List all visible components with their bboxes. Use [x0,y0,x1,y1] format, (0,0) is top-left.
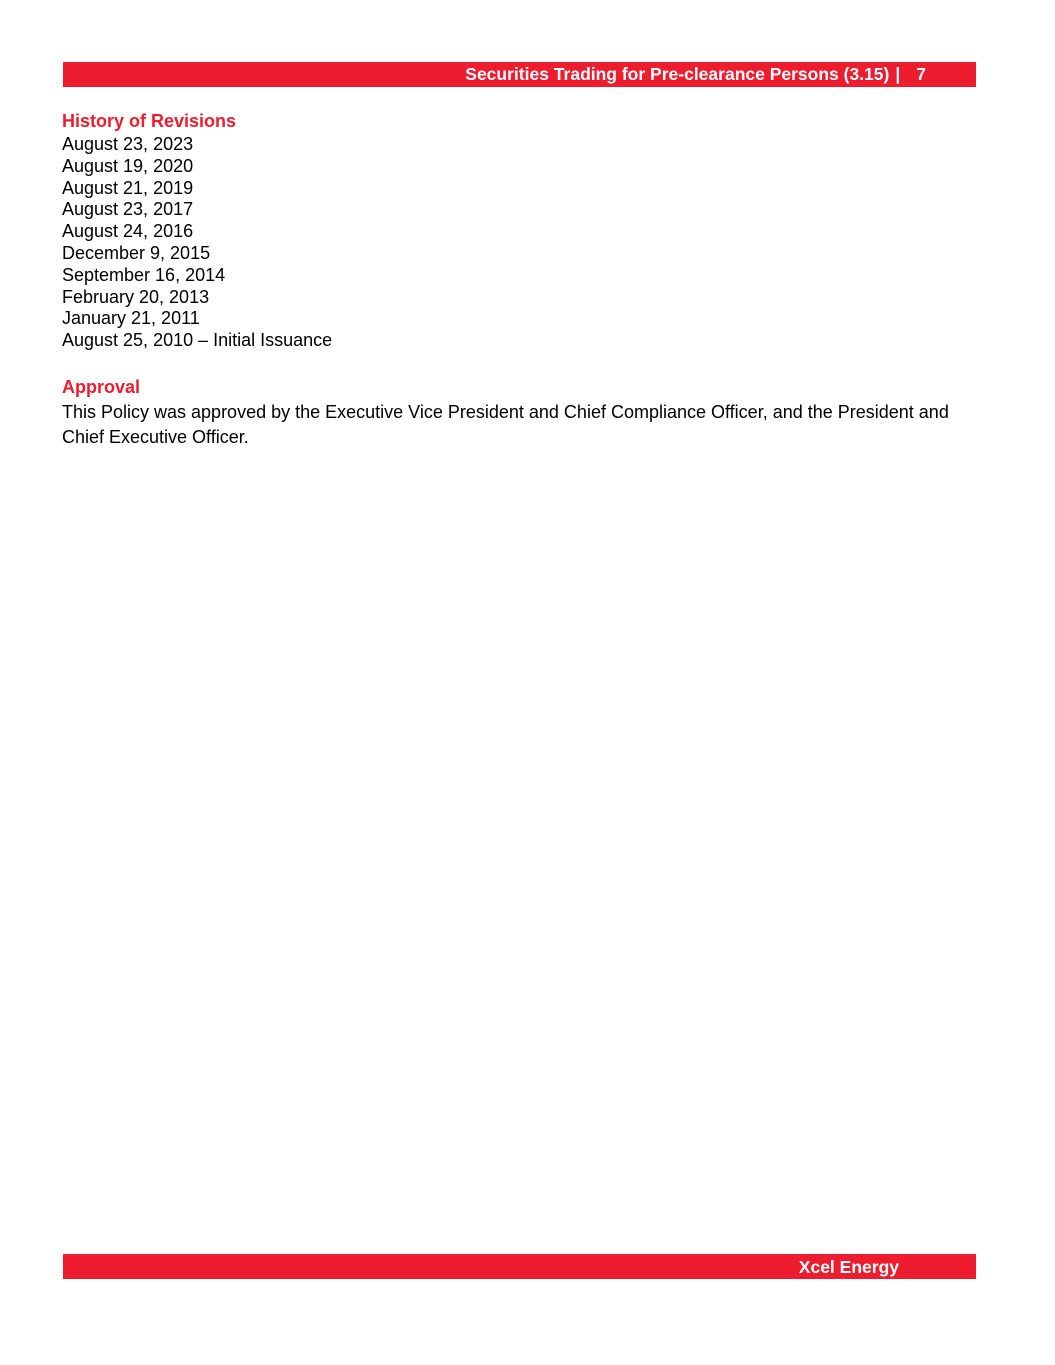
page-content [62,110,972,450]
approval-paragraph: This Policy was approved by the Executive Vice President and Chief Compliance Officer, and the President and Chief Executive Officer. [62,401,949,447]
revision-item: August 23, 2017 [62,199,194,220]
revision-item: September 16, 2014 [62,264,226,285]
revision-list [62,134,972,352]
document-title: Securities Trading for Pre-clearance Persons (3.15) [465,64,890,84]
page-header-text [465,64,926,85]
revision-item: January 21, 2011 [62,308,200,329]
revision-item: August 23, 2023 [62,134,194,154]
revision-item: August 21, 2019 [62,177,194,198]
revision-item: August 19, 2020 [62,155,194,176]
page-number: 7 [916,64,926,84]
history-of-revisions-heading: History of Revisions [62,111,237,131]
approval-heading: Approval [62,376,141,397]
company-name: Xcel Energy [798,1257,899,1277]
revision-item: February 20, 2013 [62,286,210,307]
page-footer-bar [63,1254,976,1279]
revision-item: August 25, 2010 – Initial Issuance [62,330,333,351]
revision-item: August 24, 2016 [62,221,194,242]
revision-item: December 9, 2015 [62,242,211,263]
header-separator: | [895,64,901,84]
page-header-bar [63,62,976,87]
